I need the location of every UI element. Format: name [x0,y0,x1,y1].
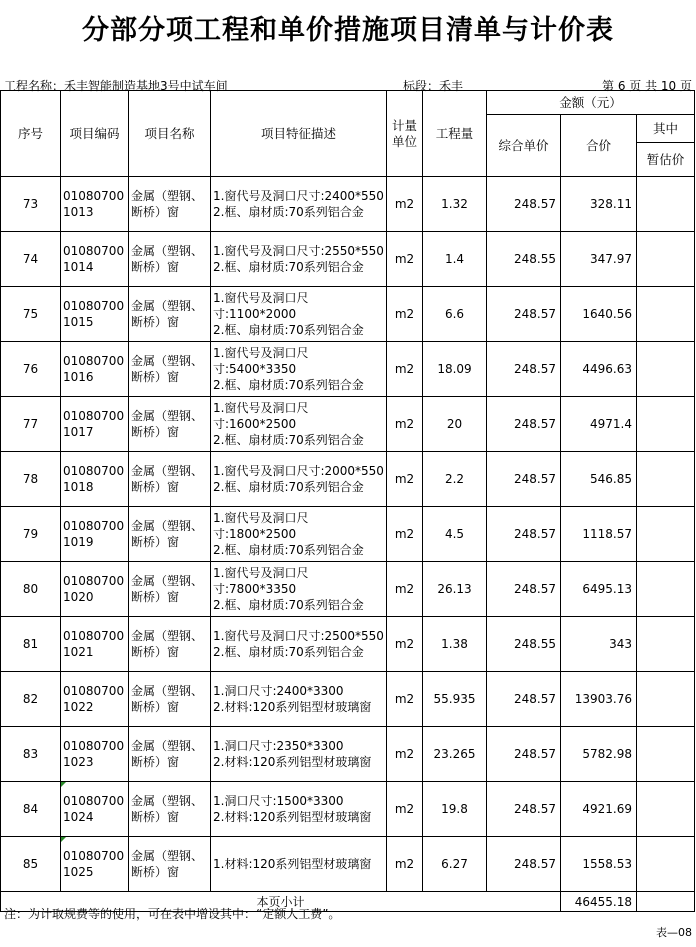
row-qty: 26.13 [423,562,487,617]
row-code: 010807001023 [61,727,129,782]
row-name: 金属（塑钢、断桥）窗 [129,452,211,507]
row-unit-price: 248.57 [487,342,561,397]
row-code: 010807001016 [61,342,129,397]
row-seq: 81 [1,617,61,672]
row-unit-price: 248.57 [487,727,561,782]
row-seq: 80 [1,562,61,617]
header-amount: 金额（元） [487,91,695,115]
table-row [1,232,695,287]
row-unit-price: 248.57 [487,782,561,837]
header-provisional: 暂估价 [637,143,695,177]
row-provisional [637,782,695,837]
row-provisional [637,342,695,397]
row-total: 13903.76 [561,672,637,727]
row-qty: 19.8 [423,782,487,837]
page-number: 第 6 页 共 10 页 [602,79,692,93]
row-provisional [637,397,695,452]
header-qty: 工程量 [423,91,487,177]
header-desc: 项目特征描述 [211,91,387,177]
row-unit-price: 248.57 [487,452,561,507]
row-code: 010807001019 [61,507,129,562]
row-unit: m2 [387,507,423,562]
row-name: 金属（塑钢、断桥）窗 [129,727,211,782]
row-total: 4496.63 [561,342,637,397]
table-row [1,342,695,397]
table-row [1,397,695,452]
row-seq: 77 [1,397,61,452]
row-seq: 76 [1,342,61,397]
row-total: 1118.57 [561,507,637,562]
table-row [1,177,695,232]
subtotal-total: 46455.18 [561,892,637,912]
header-seq: 序号 [1,91,61,177]
row-unit: m2 [387,287,423,342]
table-row [1,782,695,837]
row-unit-price: 248.57 [487,287,561,342]
row-code: 010807001020 [61,562,129,617]
row-desc: 1.窗代号及洞口尺寸:1800*2500 2.框、扇材质:70系列铝合金 [211,507,387,562]
row-code: 010807001013 [61,177,129,232]
row-qty: 6.27 [423,837,487,892]
row-provisional [637,617,695,672]
row-qty: 4.5 [423,507,487,562]
row-code: 010807001024 [61,782,129,837]
row-qty: 55.935 [423,672,487,727]
row-seq: 84 [1,782,61,837]
row-total: 5782.98 [561,727,637,782]
row-unit: m2 [387,837,423,892]
row-code: 010807001014 [61,232,129,287]
row-code: 010807001025 [61,837,129,892]
row-desc: 1.窗代号及洞口尺寸:1100*2000 2.框、扇材质:70系列铝合金 [211,287,387,342]
row-name: 金属（塑钢、断桥）窗 [129,507,211,562]
row-qty: 20 [423,397,487,452]
row-provisional [637,452,695,507]
row-desc: 1.窗代号及洞口尺寸:1600*2500 2.框、扇材质:70系列铝合金 [211,397,387,452]
row-name: 金属（塑钢、断桥）窗 [129,177,211,232]
table-row [1,562,695,617]
row-qty: 2.2 [423,452,487,507]
page-title: 分部分项工程和单价措施项目清单与计价表 [82,15,614,46]
row-code: 010807001022 [61,672,129,727]
row-unit-price: 248.57 [487,672,561,727]
row-unit-price: 248.57 [487,397,561,452]
row-seq: 83 [1,727,61,782]
row-desc: 1.窗代号及洞口尺寸:7800*3350 2.框、扇材质:70系列铝合金 [211,562,387,617]
row-name: 金属（塑钢、断桥）窗 [129,287,211,342]
header-unit-price: 综合单价 [487,115,561,177]
table-row [1,287,695,342]
row-unit: m2 [387,617,423,672]
row-desc: 1.材料:120系列铝型材玻璃窗 [211,837,387,892]
row-unit-price: 248.55 [487,617,561,672]
row-desc: 1.窗代号及洞口尺寸:2000*550 2.框、扇材质:70系列铝合金 [211,452,387,507]
table-row [1,727,695,782]
row-desc: 1.窗代号及洞口尺寸:2500*550 2.框、扇材质:70系列铝合金 [211,617,387,672]
row-total: 546.85 [561,452,637,507]
form-number: 表—08 [656,926,692,939]
row-seq: 73 [1,177,61,232]
row-provisional [637,177,695,232]
row-unit: m2 [387,727,423,782]
row-name: 金属（塑钢、断桥）窗 [129,837,211,892]
row-name: 金属（塑钢、断桥）窗 [129,562,211,617]
row-code: 010807001018 [61,452,129,507]
row-total: 1558.53 [561,837,637,892]
row-qty: 1.4 [423,232,487,287]
row-desc: 1.洞口尺寸:2400*3300 2.材料:120系列铝型材玻璃窗 [211,672,387,727]
row-provisional [637,562,695,617]
row-unit-price: 248.57 [487,507,561,562]
row-seq: 75 [1,287,61,342]
row-unit: m2 [387,232,423,287]
row-seq: 85 [1,837,61,892]
row-name: 金属（塑钢、断桥）窗 [129,617,211,672]
table-row [1,617,695,672]
row-total: 4921.69 [561,782,637,837]
subtotal-provisional [637,892,695,912]
row-name: 金属（塑钢、断桥）窗 [129,397,211,452]
row-unit-price: 248.57 [487,837,561,892]
table-row [1,507,695,562]
row-unit: m2 [387,452,423,507]
row-seq: 74 [1,232,61,287]
row-code: 010807001015 [61,287,129,342]
row-seq: 78 [1,452,61,507]
row-total: 343 [561,617,637,672]
footnote: 注：为计取规费等的使用，可在表中增设其中：“定额人工费”。 [4,907,341,921]
row-unit: m2 [387,782,423,837]
table-row [1,452,695,507]
row-name: 金属（塑钢、断桥）窗 [129,342,211,397]
header-unit: 计量单位 [387,91,423,177]
table-row [1,672,695,727]
row-qty: 1.38 [423,617,487,672]
row-unit: m2 [387,177,423,232]
row-unit-price: 248.55 [487,232,561,287]
row-name: 金属（塑钢、断桥）窗 [129,232,211,287]
row-provisional [637,507,695,562]
section-label: 标段：禾丰 [403,79,464,93]
row-desc: 1.洞口尺寸:1500*3300 2.材料:120系列铝型材玻璃窗 [211,782,387,837]
row-total: 1640.56 [561,287,637,342]
row-code: 010807001021 [61,617,129,672]
row-provisional [637,232,695,287]
row-qty: 6.6 [423,287,487,342]
row-unit: m2 [387,562,423,617]
row-provisional [637,287,695,342]
row-unit-price: 248.57 [487,177,561,232]
row-qty: 23.265 [423,727,487,782]
row-provisional [637,837,695,892]
row-seq: 79 [1,507,61,562]
row-unit: m2 [387,672,423,727]
row-desc: 1.窗代号及洞口尺寸:2400*550 2.框、扇材质:70系列铝合金 [211,177,387,232]
row-total: 4971.4 [561,397,637,452]
row-total: 328.11 [561,177,637,232]
header-name: 项目名称 [129,91,211,177]
row-total: 6495.13 [561,562,637,617]
row-qty: 1.32 [423,177,487,232]
project-name: 工程名称：禾丰智能制造基地3号中试车间 [4,79,228,93]
row-unit: m2 [387,342,423,397]
row-desc: 1.洞口尺寸:2350*3300 2.材料:120系列铝型材玻璃窗 [211,727,387,782]
table-row [1,837,695,892]
subtotal-label: 本页小计 [1,892,561,912]
row-total: 347.97 [561,232,637,287]
row-qty: 18.09 [423,342,487,397]
row-name: 金属（塑钢、断桥）窗 [129,672,211,727]
header-code: 项目编码 [61,91,129,177]
row-unit-price: 248.57 [487,562,561,617]
header-total: 合价 [561,115,637,177]
row-desc: 1.窗代号及洞口尺寸:2550*550 2.框、扇材质:70系列铝合金 [211,232,387,287]
row-code: 010807001017 [61,397,129,452]
header-of-which: 其中 [637,115,695,143]
row-name: 金属（塑钢、断桥）窗 [129,782,211,837]
row-desc: 1.窗代号及洞口尺寸:5400*3350 2.框、扇材质:70系列铝合金 [211,342,387,397]
row-seq: 82 [1,672,61,727]
row-provisional [637,672,695,727]
row-provisional [637,727,695,782]
bill-table [0,90,695,912]
row-unit: m2 [387,397,423,452]
